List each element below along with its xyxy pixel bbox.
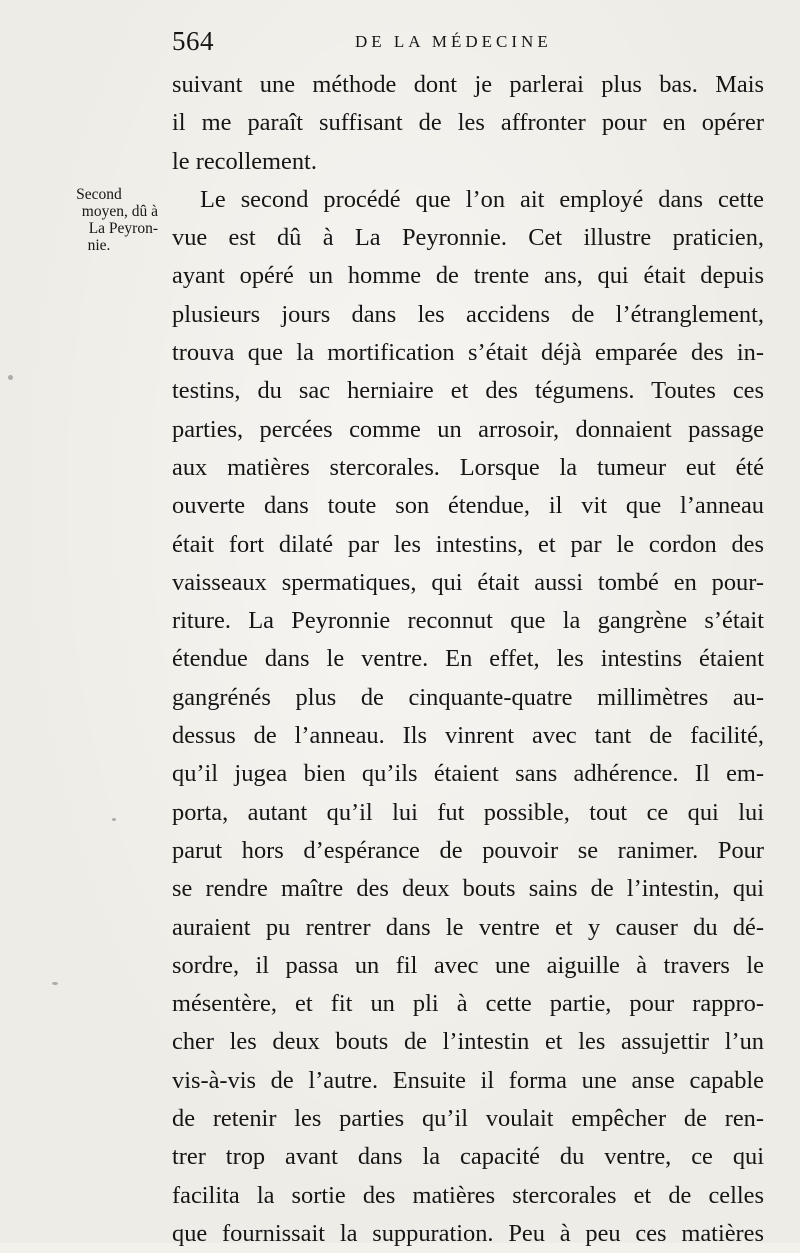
text-line: ayant opéré un homme de trente ans, qui était depuis — [172, 262, 764, 290]
margin-note-line: moyen, dû à — [81, 203, 158, 220]
page-number: 564 — [172, 26, 214, 56]
text-line: parut hors d’espérance de pouvoir se ranimer. Pour — [172, 836, 764, 864]
margin-note — [40, 186, 158, 254]
margin-note-line: Second — [76, 186, 122, 203]
text-line: facilita la sortie des matières stercorales et de celles — [172, 1181, 764, 1209]
ink-speck — [52, 982, 58, 985]
text-line: qu’il jugea bien qu’ils étaient sans adhérence. Il em- — [172, 760, 764, 788]
text-line: Le second procédé que l’on ait employé dans cette — [200, 185, 764, 213]
text-line: ouverte dans toute son étendue, il vit que l’anneau — [172, 492, 764, 520]
text-line: aux matières stercorales. Lorsque la tumeur eut été — [172, 453, 764, 481]
ink-speck — [112, 818, 116, 821]
text-line: il me paraît suffisant de les affronter pour en opérer — [172, 109, 764, 137]
text-line: suivant une méthode dont je parlerai plus bas. Mais — [172, 71, 764, 98]
text-line: était fort dilaté par les intestins, et par le cordon des — [172, 530, 764, 558]
body-text — [172, 66, 764, 1253]
text-line: se rendre maître des deux bouts sains de l’intestin, qui — [172, 875, 764, 903]
text-line: porta, autant qu’il lui fut possible, tout ce qui lui — [172, 798, 764, 826]
text-line: trouva que la mortification s’était déjà emparée des in- — [172, 339, 764, 367]
text-line: étendue dans le ventre. En effet, les intestins étaient — [172, 645, 764, 673]
text-line: vis-à-vis de l’autre. Ensuite il forma une anse capable — [172, 1066, 764, 1094]
text-line: parties, percées comme un arrosoir, donnaient passage — [172, 415, 764, 443]
text-line: vaisseaux spermatiques, qui était aussi tombé en pour- — [172, 568, 764, 596]
text-line: de retenir les parties qu’il voulait empêcher de ren- — [172, 1105, 764, 1133]
text-line: sordre, il passa un fil avec une aiguille à travers le — [172, 951, 764, 979]
text-line: le recollement. — [172, 147, 317, 175]
margin-note-line: La Peyron- — [88, 220, 158, 237]
text-line: auraient pu rentrer dans le ventre et y causer du dé- — [172, 913, 764, 941]
text-line: que fournissait la suppuration. Peu à peu ces matières — [172, 1219, 764, 1247]
text-line: cher les deux bouts de l’intestin et les assujettir l’un — [172, 1028, 764, 1056]
text-line: gangrénés plus de cinquante-quatre millimètres au- — [172, 683, 764, 711]
margin-note-line: nie. — [87, 237, 111, 254]
ink-speck — [8, 375, 13, 380]
text-line: dessus de l’anneau. Ils vinrent avec tant de facilité, — [172, 722, 764, 750]
text-line: mésentère, et fit un pli à cette partie, pour rappro- — [172, 990, 764, 1018]
running-head: DE LA MÉDECINE — [355, 32, 552, 51]
text-line: plusieurs jours dans les accidens de l’étranglement, — [172, 300, 764, 328]
text-line: trer trop avant dans la capacité du ventre, ce qui — [172, 1143, 764, 1171]
text-line: riture. La Peyronnie reconnut que la gangrène s’était — [172, 607, 764, 635]
text-line: vue est dû à La Peyronnie. Cet illustre praticien, — [172, 224, 764, 252]
text-line: testins, du sac herniaire et des tégumens. Toutes ces — [172, 377, 764, 405]
